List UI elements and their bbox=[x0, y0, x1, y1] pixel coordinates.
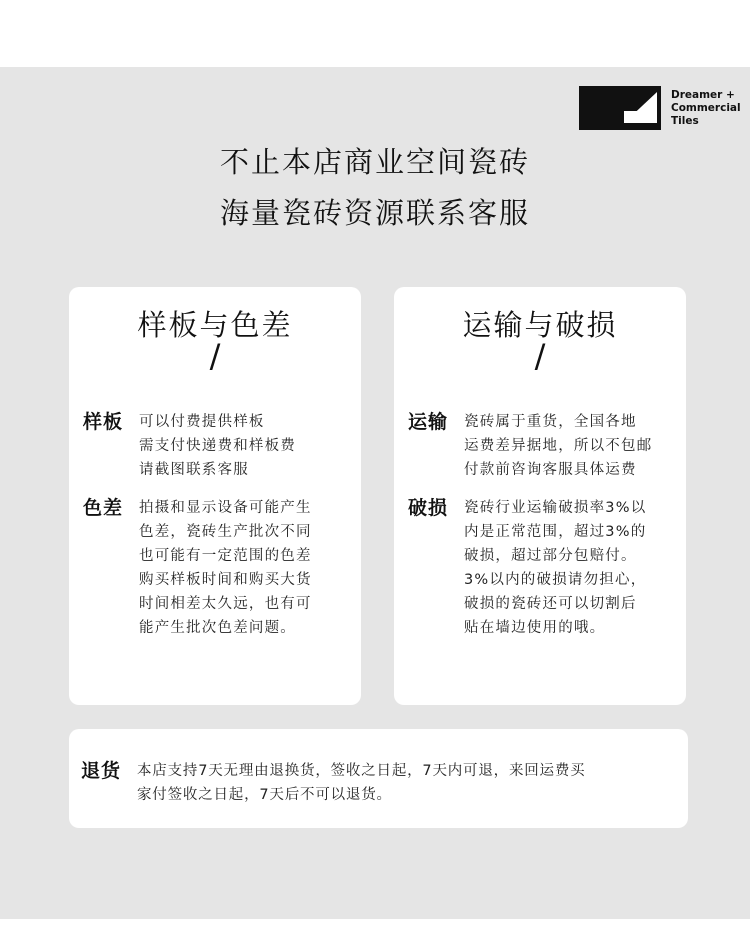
item-label: 运输 bbox=[408, 411, 449, 433]
card-title: 样板与色差 bbox=[137, 308, 293, 342]
card-divider-slash: / bbox=[209, 337, 221, 375]
info-item-damage bbox=[408, 496, 678, 640]
item-label: 色差 bbox=[83, 497, 124, 519]
item-label: 退货 bbox=[81, 760, 122, 782]
headline-line-2: 海量瓷砖资源联系客服 bbox=[219, 196, 530, 230]
return-policy-card bbox=[69, 729, 688, 828]
item-text: 可以付费提供样板 需支付快递费和样板费 请截图联系客服 bbox=[139, 414, 296, 478]
info-item-shipping bbox=[408, 410, 678, 482]
item-text: 拍摄和显示设备可能产生 色差，瓷砖生产批次不同 也可能有一定范围的色差 购买样板时间和购买大货 时间相差太久远，也有可 能产生批次色差问题。 bbox=[139, 500, 312, 636]
card-divider-slash: / bbox=[534, 337, 546, 375]
item-text: 本店支持7天无理由退换货，签收之日起，7天内可退，来回运费买 家付签收之日起，7天后不可以退货。 bbox=[137, 763, 586, 803]
info-item-color-difference bbox=[83, 496, 353, 640]
item-label: 样板 bbox=[83, 411, 124, 433]
item-text: 瓷砖属于重货，全国各地 运费差异据地，所以不包邮 付款前咨询客服具体运费 bbox=[464, 414, 653, 478]
item-text: 瓷砖行业运输破损率3%以 内是正常范围，超过3%的 破损，超过部分包赔付。 3%以内的破损请勿担心， 破损的瓷砖还可以切割后 贴在墙边使用的哦。 bbox=[464, 500, 647, 636]
shipping-damage-card bbox=[394, 287, 686, 705]
sample-color-card bbox=[69, 287, 361, 705]
card-title: 运输与破损 bbox=[462, 308, 618, 342]
item-label: 破损 bbox=[408, 497, 449, 519]
logo-text: Dreamer + Commercial Tiles bbox=[671, 89, 741, 127]
info-item-returns bbox=[81, 759, 674, 807]
headline-line-1: 不止本店商业空间瓷砖 bbox=[219, 145, 530, 179]
info-item-sample bbox=[83, 410, 353, 482]
logo-mark-icon bbox=[579, 86, 661, 130]
brand-logo bbox=[579, 86, 741, 130]
